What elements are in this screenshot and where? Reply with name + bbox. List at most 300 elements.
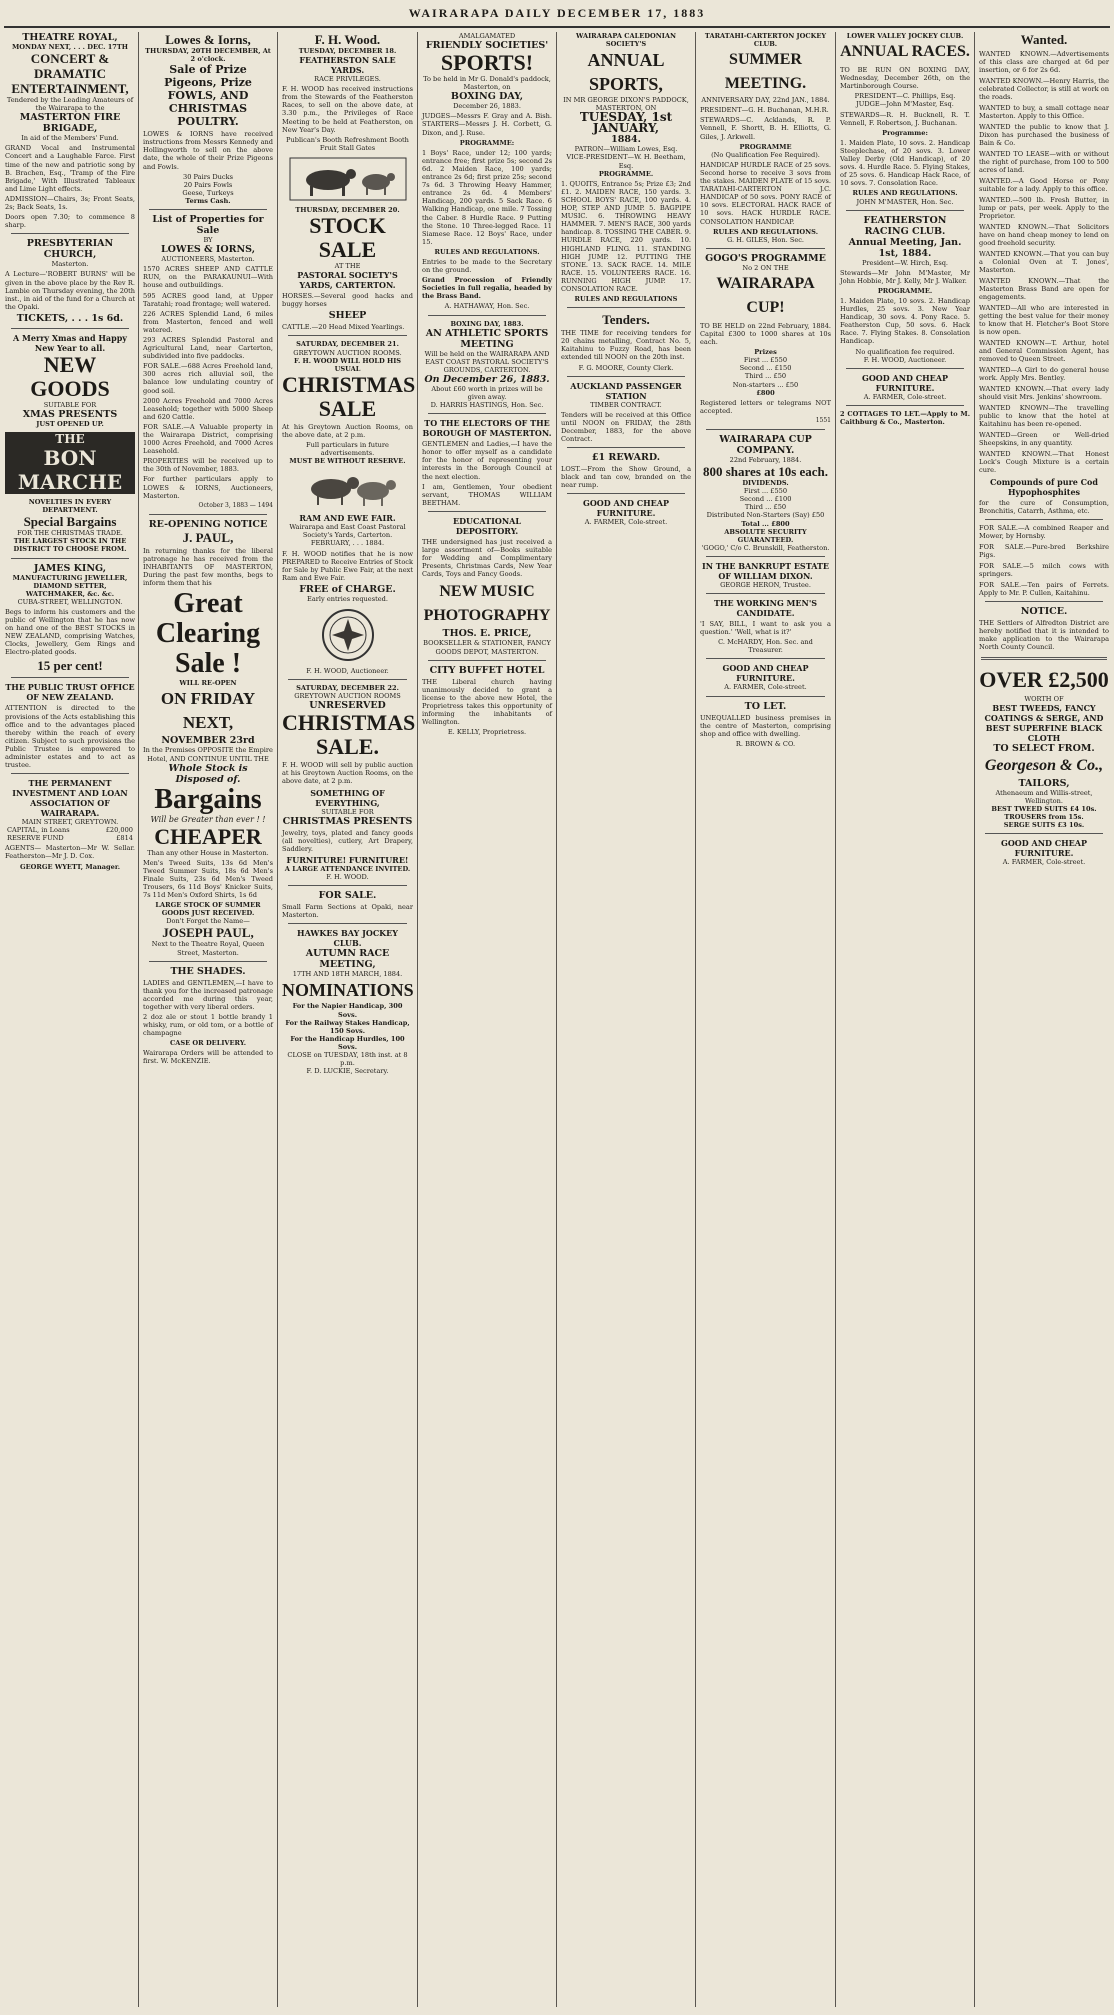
firm-caps: LOWES & IORNS, [160,244,256,256]
further-particulars: For further particulars apply to LOWES & IORNS, Auctioneers, Masterton. [143,475,273,500]
xmas-greeting: A Merry Xmas and Happy New Year to all. [13,332,127,353]
capital-table [5,826,135,842]
prize-total: £800 [756,388,775,397]
farm-sections: Small Farm Sections at Opaki, near Masterton. [282,903,413,920]
divider [11,773,129,774]
divider [846,405,964,406]
column-rule [835,32,836,2007]
hawkes-bay: HAWKES BAY JOCKEY CLUB. [297,928,398,949]
divider [706,556,825,557]
auctioneer: F. H. WOOD, Auctioneer. [306,667,389,675]
christmas-sale: CHRISTMAS SALE [282,371,416,421]
taratahi-club: TARATAHI-CARTERTON JOCKEY CLUB. [704,32,827,49]
divider [567,376,685,377]
milk-cows-for-sale: FOR SALE.—5 milch cows with springers. [979,562,1109,579]
stock-sale: STOCK SALE [309,213,386,263]
lot-fowls: 20 Pairs Fowls [183,180,233,189]
gogo-programme: GOGO'S PROGRAMME [705,252,826,264]
divider [567,307,685,308]
column-rule [695,32,696,2007]
timber-contract: TIMBER CONTRACT. [590,400,662,409]
divider [11,233,129,234]
absolute-security: ABSOLUTE SECURITY GUARANTEED. [724,527,807,544]
furniture: FURNITURE! FURNITURE! [286,854,409,865]
trust-title: THE PUBLIC TRUST OFFICE OF NEW ZEALAND. [5,682,135,703]
fr-stewards: Stewards—Mr John M'Master, Mr John Hobbie, Mr J. Kelly, Mr J. Walker. [840,268,970,285]
vice-president: VICE-PRESIDENT—W. H. Beetham, Esq. [566,153,686,170]
tuesday-jan: TUESDAY, 1st JANUARY, [579,110,673,136]
programme: PROGRAMME: [459,138,515,147]
farmer-8: A. FARMER, Cole-street. [1002,858,1086,867]
divider [706,248,825,249]
reserve-label: RESERVE FUND [7,834,64,843]
athletic-sub: Will be held on the WAIRARAPA AND EAST COAST PASTORAL SOCIETY'S GROUNDS, CARTERTON. [424,349,550,374]
wanted-5: WANTED TO LEASE—with or without the right of purchase, from 100 to 500 acres of land. [979,150,1109,174]
dec-26: On December 26, 1883. [424,373,550,385]
wanted-13: WANTED—A Girl to do general house work. Apply Mrs. Bentley. [979,366,1109,382]
at-the: AT THE [334,262,361,271]
instructions: Full particulars in future advertisements. [306,440,389,458]
christmas-sale-2: CHRISTMAS SALE. [282,710,416,760]
tuesday-date: TUESDAY, DECEMBER 18. [298,47,397,55]
free-of-charge: FREE of CHARGE. [299,583,396,595]
divider [428,660,546,661]
wanted-12: WANTED KNOWN—T. Arthur, hotel and General Commission Agent, has removed to Queen Street. [979,339,1109,363]
race-text: F. H. WOOD has received instructions from the Stewards of the Featherston Races, to sell on the above date, at 3.30 p.m., the Privileges of Race Meeting to be held at Featherston, on New Year's Day. [282,85,413,134]
greater-than-ever: Will be Greater than ever ! ! [150,814,266,824]
admission: ADMISSION—Chairs, 3s; Front Seats, 2s; Back Seats, 1s. [5,194,135,212]
seal-icon [320,607,376,663]
featherston-yards: FEATHERSTON SALE YARDS. [299,55,396,76]
saturday-21: SATURDAY, DECEMBER 21. [296,340,399,349]
photography: PHOTOGRAPHY [423,607,551,625]
wanted-7: WANTED.—500 lb. Fresh Butter, in lump or pats, per week. Apply to the Proprietor. [979,196,1109,220]
for-sale-2: FOR SALE.—A Valuable property in the Wairarapa District, comprising 1000 Acres Freehold, and 7000 Acres Leasehold. [143,422,273,456]
ram-icon [293,469,403,509]
divider [288,923,407,924]
column-rule [556,32,557,2007]
boxing-1883: BOXING DAY, 1883. [450,319,524,328]
prizes-heading: Prizes [754,348,777,357]
heron: GEORGE HERON, Trustee. [720,580,811,589]
column-7 [837,32,973,2007]
worth-of: WORTH OF [1024,694,1064,703]
sale-heading: Sale ! [174,648,242,680]
column-1 [2,32,138,2007]
cup-company: WAIRARAPA CUP COMPANY. [719,434,812,456]
paul-address: Next to the Theatre Royal, Queen Street, Masterton. [151,940,265,957]
king-text: Begs to inform his customers and the public of Wellington that he has now on hand one of the BEST STOCKS in NEW ZEALAND, comprising Watches, Clocks, Jewellery, Gem Rings and Electro-plated goods. [5,607,135,657]
athletic-meeting: AN ATHLETIC SPORTS MEETING [425,327,549,350]
events-7: 1. Maiden Plate, 10 sovs. 2. Handicap Steeplechase, of 20 sovs. 3. Lower Valley Derby (Old Handicap), of 20 sovs. 4. Hurdle Race. 5. Flying Stakes, of 25 sovs. 6. Handicap Hack Race, of 10 sovs. 7. Consolation Race. [840,138,970,188]
column-rule [417,32,418,2007]
nominations: NOMINATIONS [282,980,414,1001]
reserve-value: £814 [116,834,133,843]
farmer-5: A. FARMER, Cole-street. [584,518,668,527]
hastings: D. HARRIS HASTINGS, Hon. Sec. [430,401,544,410]
events-6: HANDICAP HURDLE RACE of 25 sovs. Second horse to receive 3 sovs from the stakes. MAIDEN PLATE of 15 sovs. TARATAHI-CARTERTON J.C. HANDICAP of 50 sovs. PONY RACE of 10 sovs. ELECTORAL HACK RACE of 10 sovs. HACK HURDLE RACE. CONSOLATION HANDICAP. [700,160,831,226]
notice: NOTICE. [1020,606,1068,618]
column-4 [419,32,555,2007]
lot-ducks: 30 Pairs Ducks [183,172,233,181]
lv-president: PRESIDENT—C. Phillips, Esq. [854,92,956,101]
educational: EDUCATIONAL DEPOSITORY. [453,515,521,536]
ad-number-6: 1551 [815,416,831,424]
wanted-17: WANTED KNOWN.—That Honest Lock's Cough Mixture is a certain cure. [979,450,1109,474]
farmer-7: A. FARMER, Cole-street. [863,392,947,401]
wanted-10: WANTED KNOWN.—That the Masterton Brass Band are open for engagements. [979,277,1109,301]
no-qualification-7: No qualification fee required. [855,347,955,356]
annual-races: ANNUAL RACES. [840,43,970,61]
electors: TO THE ELECTORS OF THE BOROUGH OF MASTERTON. [422,418,552,439]
mckenzie: Wairarapa Orders will be attended to first. W. McKENZIE. [143,1049,273,1066]
rules-7: RULES AND REGULATIONS. [852,189,958,198]
concert-sub: Tendered by the Leading Amateurs of the Wairarapa to the [6,96,134,113]
rules-text: Entries to be made to the Secretary on the ground. [422,257,552,275]
annual-sports: ANNUAL SPORTS, [587,50,665,95]
divider [288,335,407,336]
paddock: IN MR GEORGE DIXON'S PADDOCK, MASTERTON, ON [563,96,689,113]
educational-text: THE undersigned has just received a large assortment of—Books suitable for Wedding and Complimentary Presents, Christmas Cards, New Year Cards, Toys and Fancy Goods. [422,537,552,579]
race-privileges: RACE PRIVILEGES. [314,75,381,84]
suitable-for-2: SUITABLE FOR [321,807,374,816]
large-stock: LARGE STOCK OF SUMMER GOODS JUST RECEIVED. [155,901,261,918]
autumn-date: 17TH AND 18TH MARCH, 1884. [292,970,403,979]
divider [149,514,267,515]
property-2000: 2000 Acres Freehold and 7000 Acres Leasehold; together with 5000 Sheep and 620 Cattle. [143,396,273,421]
column-8 [976,32,1112,2007]
dividend-third: Third ... £50 [744,503,787,512]
buffet-proprietress: E. KELLY, Proprietress. [447,728,527,737]
jewellery-text: Jewelry, toys, plated and fancy goods (all novelties), cutlery, Art Drapery, Saddlery. [282,828,413,853]
bargains-heading: Bargains [154,783,262,815]
divider [706,658,825,659]
taratahi-president: PRESIDENT—G. H. Buchanan, M.H.R. [700,106,829,115]
king-address: CUBA-STREET, WELLINGTON. [17,597,123,606]
programme-5: PROGRAMME. [598,169,654,178]
for-sale-1: FOR SALE.—688 Acres Freehold land, 300 acres rich alluvial soil, the balance low undulating country of good soil. [143,362,273,395]
to-let-text: UNEQUALLED business premises in the centre of Masterton, comprising shop and office with dwelling. [700,713,831,738]
summer-meeting: SUMMER MEETING. [724,51,807,93]
good-furniture-7: GOOD AND CHEAP FURNITURE. [862,372,948,393]
dividend-nonstarters: Distributed Non-Starters (Say) £50 [706,511,825,520]
special-bargains: Special Bargains [23,514,117,530]
wood-title: F. H. Wood. [314,32,381,47]
best-suits: BEST TWEED SUITS £4 10s. [991,804,1097,813]
large-attendance: A LARGE ATTENDANCE INVITED. [284,864,411,873]
trousers: TROUSERS from 15s. [1004,812,1084,821]
lecture-text: A Lecture—'ROBERT BURNS' will be given in the above place by the Rev R. Lambie on Thursday evening, the 20th inst., in aid of the fund for a Church at the Opaki. [5,270,135,311]
reward: £1 REWARD. [591,452,661,464]
shares: 800 shares at 10s each. [702,464,829,480]
boxing-day: BOXING DAY, [450,91,524,103]
wanted-8: WANTED KNOWN.—That Solicitors have on hand cheap money to lend on good freehold security. [979,223,1109,247]
column-rule [138,32,139,2007]
premises: In the Premises OPPOSITE the Empire Hotel, AND CONTINUE UNTIL THE [143,746,273,763]
sheep: SHEEP [328,310,367,322]
races-date: TO BE RUN ON BOXING DAY, Wednesday, December 26th, on the Martinborough Course. [840,66,970,91]
races-7b: 1. Maiden Plate, 10 sovs. 2. Handicap Hurdles, 25 sovs. 3. New Year Handicap, 30 sovs. 4. Pony Race. 5. Featherston Cup, 50 sovs. 6. Hack Race. 7. Flying Stakes. 8. Consolation Handicap. [840,296,970,346]
divider [11,558,129,559]
wanted-9: WANTED KNOWN.—That you can buy a Colonial Oven at T. Jones', Masterton. [979,250,1109,274]
price-name: THOS. E. PRICE, [442,628,532,640]
brigade-title: MASTERTON FIRE BRIGADE, [19,112,121,135]
divider [11,328,129,329]
cattle: CATTLE.—20 Head Mixed Yearlings. [282,323,405,332]
shades-text: LADIES and GENTLEMEN,—I have to thank you for the increased patronage accorded me during this year, together with very liberal orders. [143,978,273,1011]
masthead: WAIRARAPA DAILY DECEMBER 17, 1883 [408,6,706,20]
wanted-heading: Wanted. [1020,32,1068,47]
wyett-manager: GEORGE WYETT, Manager. [19,862,121,871]
feb-22: 22nd February, 1884. [729,456,802,464]
divider [985,519,1103,520]
auckland-station: AUCKLAND PASSENGER STATION [570,380,682,401]
wairarapa-cup: WAIRARAPA CUP! [716,274,815,316]
column-3 [279,32,416,2007]
timber-text: Tenders will be received at this Office until NOON on FRIDAY, the 28th December, 1883, for the above Contract. [561,410,691,443]
berkshire-for-sale: FOR SALE.—Pure-bred Berkshire Pigs. [979,543,1109,560]
rules-6: RULES AND REGULATIONS. [713,227,818,236]
tenders: Tenders. [602,312,650,328]
prizes: About £60 worth in prizes will be given away. [431,384,543,401]
king-sub: MANUFACTURING JEWELLER, DIAMOND SETTER, WATCHMAKER, &c. &c. [12,573,128,598]
patron: PATRON—William Lowes, Esq. [574,145,678,154]
theatre-title: THEATRE ROYAL, [22,32,118,43]
joseph-paul: JOSEPH PAUL, [162,925,254,941]
discount: 15 per cent! [37,658,103,674]
permanent-title: THE PERMANENT INVESTMENT AND LOAN ASSOCIATION OF WAIRARAPA. [12,778,128,819]
mmaster: JOHN M'MASTER, Hon. Sec. [856,197,954,206]
november-date: NOVEMBER 23rd [161,735,255,747]
something-of-everything: SOMETHING OF EVERYTHING, [310,787,385,808]
notice-text: THE Settlers of Alfredton District are hereby notified that it is intended to make application to the Wairarapa North County Council. [979,619,1109,652]
xmas-presents: XMAS PRESENTS [22,408,118,420]
working-mens-candidate: THE WORKING MEN'S CANDIDATE. [713,598,818,619]
wanted-1: WANTED KNOWN.—Advertisements of this class are charged at 6d per insertion, or 6 for 2s 6d. [979,50,1109,74]
cheaper-heading: CHEAPER [154,823,262,849]
tweeds: BEST TWEEDS, FANCY COATINGS & SERGE, AND BEST SUPERFINE BLACK CLOTH [984,702,1104,743]
property-226: 226 ACRES Splendid Land, 6 miles from Masterton, fenced and well watered. [143,309,273,334]
events: 1 Boys' Race, under 12; 100 yards; entrance free; first prize 5s; second 2s 6d. 2 Maiden Race, 100 yards; entrance 2s 6d; first prize 25s; second 7s 6d. 3 Throwing Heavy Hammer, entrance 2s 6d. 4 Members' Handicap, 200 yards. 5 Sack Race. 6 Walking Handicap, one mile. 7 Tossing the Caber. 8 Hurdle Race. 9 Putting the Stone. 10 Three-legged Race. 11 Siamese Race. 12 Boys' Race, under 15. [422,148,552,246]
wanted-2: WANTED KNOWN.—Henry Harris, the celebrated Collector, is still at work on the roads. [979,77,1109,101]
xmas-sale-text: At his Greytown Auction Rooms, on the above date, at 2 p.m. [282,422,413,439]
registered-letters: Registered letters or telegrams NOT accepted. [700,398,831,415]
theatre-date: MONDAY NEXT, . . . DEC. 17TH [11,43,129,51]
summer-date: ANNIVERSARY DAY, 22nd JAN., 1884. [701,96,830,105]
property-293: 293 ACRES Splendid Pastoral and Agricultural Land, near Carterton, subdivided into five paddocks. [143,335,273,361]
tailors: TAILORS, [1018,777,1070,789]
prize-second: Second ... £150 [739,364,792,373]
rules-5: RULES AND REGULATIONS [574,295,678,304]
dividend-first: First ... £550 [743,487,788,496]
dont-forget: Don't Forget the Name— [166,917,250,926]
sports-heading: SPORTS! [440,50,534,76]
wanted-3: WANTED to buy, a small cottage near Masterton. Apply to this Office. [979,104,1109,120]
grand-procession: Grand Procession of Friendly Societies in full regalia, headed by the Brass Band. [422,276,552,301]
luckie: F. D. LUCKIE, Secretary. [306,1067,389,1076]
brigade-sub: In aid of the Members' Fund. [21,134,119,143]
no-qualification: (No Qualification Fee Required). [711,150,820,159]
divider [428,413,546,414]
taratahi-stewards: STEWARDS—C. Acklands, R. P. Vennell, F. Shortt, B. H. Elliotts, G. Giles, J. Arkwell. [700,116,831,141]
permanent-office: MAIN STREET, GREYTOWN. [21,818,119,827]
divider [846,210,964,211]
unreserved-text: F. H. WOOD will sell by public auction at his Greytown Auction Rooms, on the above date, at 2 p.m. [282,761,413,786]
divider [288,885,407,886]
greytown-rooms: GREYTOWN AUCTION ROOMS. [293,348,402,357]
great-heading: Great [173,588,243,620]
cup-date: TO BE HELD on 22nd February, 1884. Capital £300 to 1000 shares at 10s each. [700,321,831,347]
pigeon-sale-text: LOWES & IORNS have received instructions from Messrs Kennedy and Hollingworth to sell on the above date, the whole of their Prize Pigeons and Fowls. [143,130,273,171]
christmas-presents: CHRISTMAS PRESENTS [282,815,413,827]
cattle-illustration-icon [288,156,408,202]
wanted-14: WANTED KNOWN.—That every lady should visit Mrs. Jenkins' showroom. [979,385,1109,401]
programme-7b: PROGRAMME. [877,286,933,295]
boxing-date: December 26, 1883. [453,102,521,111]
dividends: DIVIDENDS. [742,479,789,488]
delivery: CASE OR DELIVERY. [169,1039,246,1048]
programme-text: GRAND Vocal and Instrumental Concert and a Laughable Farce. First time of the new and patriotic song by B. Brachen, Esq., 'Tramp of the Fire Brigade,' With Illustrated Tableaux and Lime Light effects. [5,144,135,193]
programme-7: Programme: [882,128,928,137]
largest-stock: THE LARGEST STOCK IN THE DISTRICT TO CHOOSE FROM. [13,537,127,554]
auctioneers: AUCTIONEERS, Masterton. [161,255,255,264]
divider [149,209,267,210]
unreserved: UNRESERVED [309,700,386,712]
divider [11,677,129,678]
column-rule [277,32,278,2007]
pigeon-sale-title: Sale of Prize Pigeons, Prize FOWLS, AND CHRISTMAS POULTRY. [164,63,252,129]
close-date: CLOSE on TUESDAY, 18th inst. at 8 p.m. [287,1050,408,1068]
caledonian-society: WAIRARAPA CALEDONIAN SOCIETY'S [575,32,676,49]
column-6 [697,32,834,2007]
autumn-meeting: AUTUMN RACE MEETING, [305,948,390,971]
shop-name-block [5,432,135,494]
agents: AGENTS— Masterton—Mr W. Sellar. Featherston—Mr J. D. Cox. [5,844,135,861]
livestock-illustration [282,156,413,202]
divider [288,679,407,680]
firm-date: THURSDAY, 20TH DECEMBER, At 2 o'clock. [145,47,271,64]
compounds-cure: for the cure of Consumption, Bronchitis, Catarrh, Asthma, etc. [979,499,1109,516]
masthead-rule [4,26,1110,28]
column-2 [140,32,276,2007]
presbyterian-title: PRESBYTERIAN CHURCH, [26,238,114,261]
trust-text: ATTENTION is directed to the provisions of the Acts establishing this office and to the advantages placed thereby within the reach of every citizen. Subject to such provisions the Public Trustee is empowered to administer estates and to act as trustee. [5,704,135,770]
ram-illustration [282,469,413,509]
reward-text: LOST.—From the Show Ground, a black and tan cow, branded on the near rump. [561,465,691,490]
whole-stock: Whole Stock is Disposed of. [168,762,248,785]
lv-stewards: STEWARDS—R. H. Bucknell, R. T. Vennell, F. Robertson, J. Buchanan. [840,110,970,127]
firm-name: Lowes & Iorns, [165,32,251,47]
handicap-hurdles: For the Handicap Hurdles, 100 Sovs. [290,1034,405,1051]
judges: JUDGES—Messrs F. Gray and A. Bish. STARTERS—Messrs J. H. Corbett, G. Dixon, and J. Ruse. [422,112,552,137]
horses: HORSES.—Several good hacks and buggy horses [282,292,413,309]
tender-text: THE TIME for receiving tenders for 20 chains metalling, Contract No. 5, Kaitahinu to Fuzzy Road, has been extended till NOON on the 20th inst. [561,329,691,362]
ram-fair-text: F. H. WOOD notifies that he is now PREPARED to Receive Entries of Stock for Sale by Public Ewe Fair, at the next Ram and Ewe Fair. [282,549,413,582]
wanted-15: WANTED KNOWN—The travelling public to know that the hotel at Kaitahinu has been re-opened. [979,404,1109,428]
held-at: To be held in Mr G. Donald's paddock, Masterton, on [423,75,551,92]
presbyterian-place: Masterton. [51,260,89,269]
rules: RULES AND REGULATIONS. [434,247,540,256]
wanted-16: WANTED—Green or Well-dried Sheepskins, in any quantity. [979,431,1109,447]
prize-first: First ... £550 [743,356,788,365]
shades-title: THE SHADES. [170,965,246,977]
terms: Terms Cash. [185,196,231,205]
programme-6: PROGRAMME [739,142,792,151]
annual-meeting: Annual Meeting, Jan. 1st, 1884. [848,236,962,259]
hathaway: A. HATHAWAY, Hon. Sec. [444,302,530,311]
wanted-4: WANTED the public to know that J. Dixon has purchased the business of Bain & Co. [979,123,1109,147]
property-595: 595 ACRES good land, at Upper Taratahi; road frontage; well watered. [143,291,273,308]
fr-president: President—W. Hirch, Esq. [861,258,949,267]
for-sale-3: PROPERTIES will be received up to the 30th of November, 1883. [143,457,273,474]
say-bill: 'I SAY, BILL, I want to ask you a question.' 'Well, what is it?' [700,620,831,637]
brown-co: R. BROWN & CO. [735,739,796,748]
amalgamated: AMALGAMATED [458,32,516,40]
king-name: JAMES KING, [33,562,107,574]
paul-text: In returning thanks for the liberal patronage he has received from the INHABITANTS OF MASTERTON, During the past few months, begs to inform them that his [143,546,273,588]
to-select-from: TO SELECT FROM. [993,742,1095,754]
for-sale: FOR SALE. [318,890,377,902]
early-entries: Early entries requested. [307,594,388,603]
tickets: TICKETS, . . . 1s 6d. [16,312,124,324]
no-on-the: No 2 ON THE [742,263,789,272]
properties-title: List of Properties for Sale [152,214,264,237]
bankrupt-estate: IN THE BANKRUPT ESTATE OF WILLIAM DIXON. [701,560,830,581]
compounds: Compounds of pure Cod Hypophosphites [990,477,1098,497]
serge-suits: SERGE SUITS £3 10s. [1003,821,1085,830]
thursday-date: THURSDAY, DECEMBER 20. [295,205,400,214]
divider [428,315,546,316]
special-sub: FOR THE CHRISTMAS TRADE. [17,529,123,538]
seal-illustration [282,607,413,663]
saturday-22: SATURDAY, DECEMBER 22. [296,684,399,693]
price-list: Men's Tweed Suits, 13s 6d Men's Tweed Summer Suits, 18s 6d Men's Finale Suits, 23s 6d Men's Tweed Trousers, 6s 11d Boys' Knicker Suits, 7s 11d Men's Oxford Shirts, 1s 6d [143,858,273,900]
column-rule [974,32,975,2007]
price-sub: BOOKSELLER & STATIONER, FANCY GOODS DEPOT, MASTERTON. [423,639,551,656]
giles: G. H. GILES, Hon. Sec. [726,235,805,244]
greytown-rooms-2: GREYTOWN AUCTION ROOMS [294,692,401,701]
new-music: NEW MUSIC [439,583,535,601]
reopen-label: WILL RE-OPEN [179,679,237,688]
new-goods-heading: NEW GOODS [30,351,110,401]
events-5: 1. QUOITS, Entrance 5s; Prize £3; 2nd £1. 2. MAIDEN RACE, 150 yards. 3. SCHOOL BOYS' RACE, 100 yards. 4. HOP, STEP AND JUMP. 5. BAGPIPE MUSIC. 6. THROWING HEAVY HAMMER. 7. MEN'S RACE, 300 yards handicap. 8. TOSSING THE CABER. 9. HURDLE RACE, 220 yards. 10. HIGHLAND FLING. 11. STANDING HIGH JUMP. 12. PUTTING THE STONE. 13. SACK RACE. 14. MILE RACE. 15. VOLUNTEERS RACE. 16. RUNNING HIGH JUMP. 17. CONSOLATION RACE. [561,179,691,293]
moore: F. G. MOORE, County Clerk. [578,363,674,372]
doors: Doors open 7.30; to commence 8 sharp. [5,213,135,230]
divider [706,429,825,430]
ram-fair-date: FEBRUARY, . . . 1884. [310,539,385,548]
divider [428,511,546,512]
wood-auctioneer: F. H. WOOD, Auctioneer. [863,355,947,364]
wanted-6: WANTED.—A Good Horse or Pony suitable for a lady. Apply to this office. [979,177,1109,193]
divider [985,833,1103,834]
without-reserve: MUST BE WITHOUT RESERVE. [289,457,406,466]
good-furniture-5: GOOD AND CHEAP FURNITURE. [583,498,669,519]
shop-name-bon-marche: BON MARCHE [17,446,123,495]
georgeson-address: Athenaeum and Willis-street, Wellington. [995,788,1093,805]
just-opened: JUST OPENED UP. [36,419,104,428]
wanted-11: WANTED—All who are interested in getting the best value for their money to know that H. Fletcher's Boot Store is now open. [979,304,1109,336]
than-any-other: Than any other House in Masterton. [147,848,269,857]
property-1570: 1570 ACRES SHEEP AND CATTLE RUN, on the PARAKAUNUI—With house and outbuildings. [143,265,273,290]
lot-geese: Geese, Turkeys [182,188,234,197]
beetham: I am, Gentlemen, Your obedient servant, THOMAS WILLIAM BEETHAM. [422,482,552,507]
divider [706,696,825,697]
good-furniture-6: GOOD AND CHEAP FURNITURE. [722,663,809,684]
dividend-total: Total ... £800 [741,519,790,528]
reaper-for-sale: FOR SALE.—A combined Reaper and Mower, by Hornsby. [979,524,1109,541]
concert-title: CONCERT & DRAMATIC ENTERTAINMENT, [11,51,129,97]
capital-label: CAPITAL, in Loans [7,826,70,835]
